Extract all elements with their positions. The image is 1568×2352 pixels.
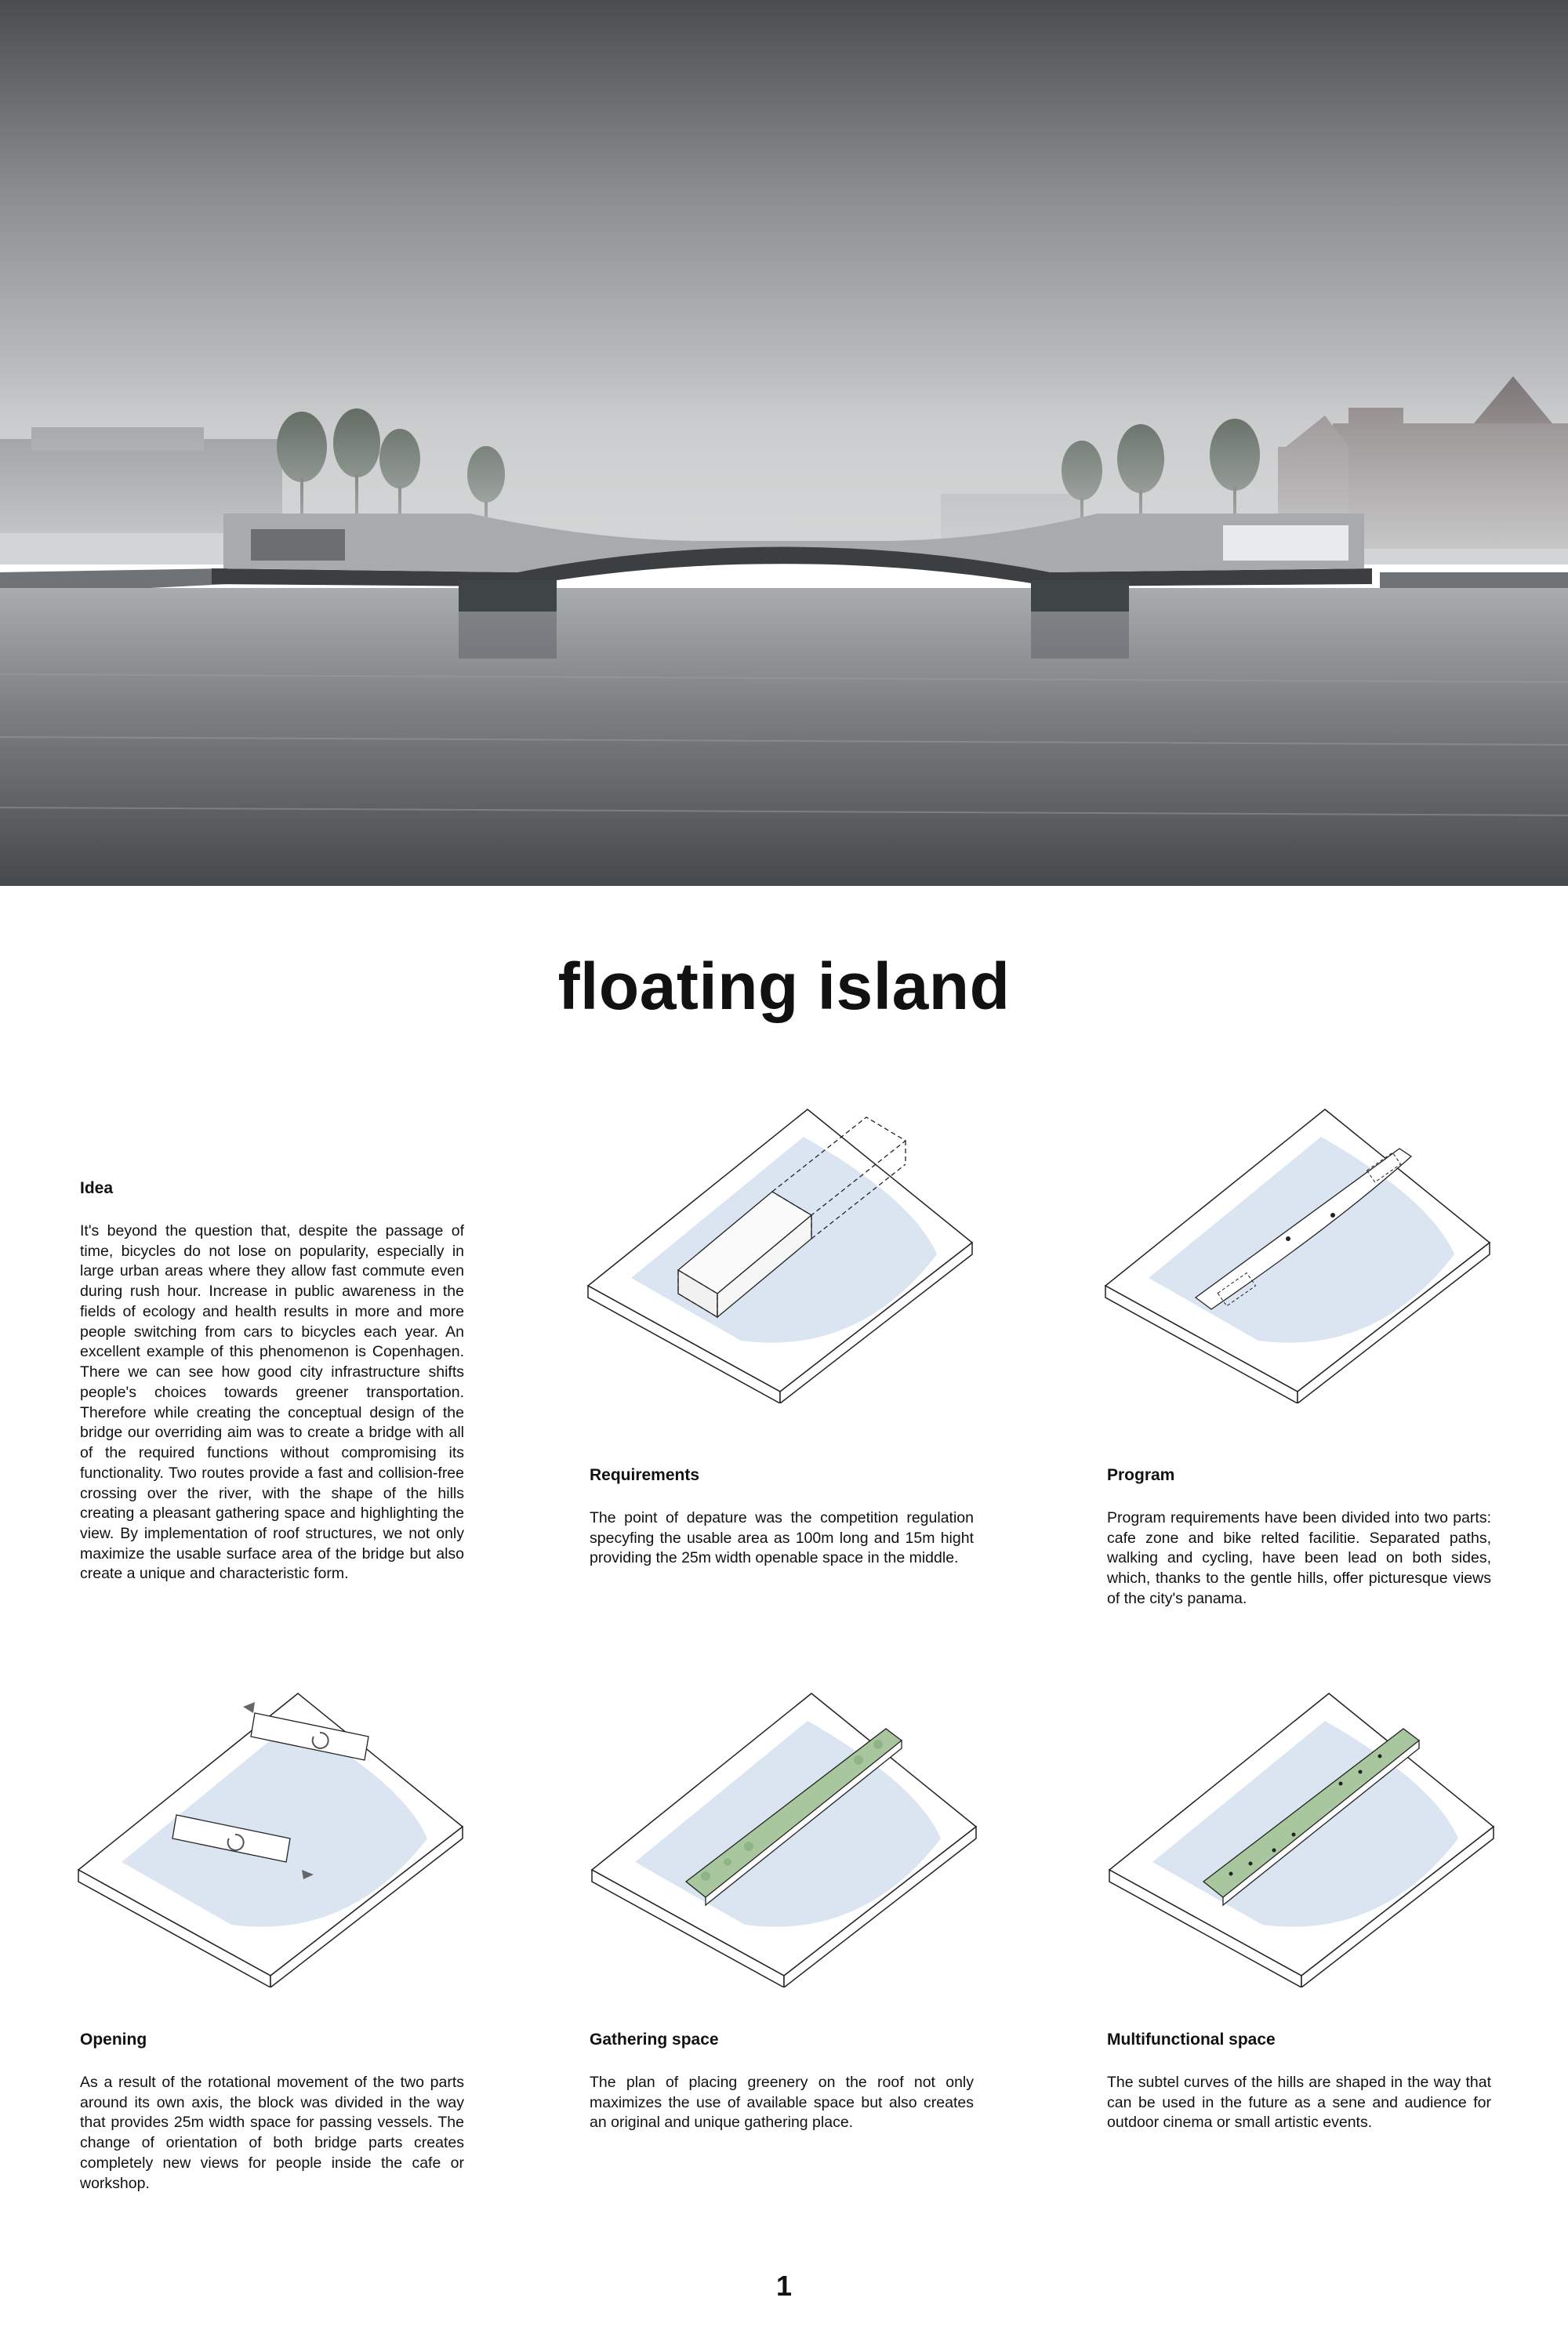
- program-section: [1107, 1466, 1491, 1610]
- opening-heading: Opening: [80, 2031, 147, 2049]
- opening-section: [80, 2031, 464, 2194]
- multifunctional-section: [1107, 2031, 1491, 2133]
- opening-diagram: [74, 1690, 466, 1991]
- idea-heading: Idea: [80, 1179, 114, 1197]
- multifunctional-body: The subtel curves of the hills are shaped in the way that can be used in the future as a sene and audience for outdoor cinema or small artistic events.: [1107, 2074, 1491, 2132]
- requirements-diagram: [584, 1105, 976, 1407]
- gathering-heading: Gathering space: [590, 2031, 719, 2049]
- requirements-section: [590, 1466, 974, 1569]
- idea-body: It's beyond the question that, despite the passage of time, bicycles do not lose on popularity, especially in large urban areas where they allow fast commute even during rush hour. Increase in public awareness in the fields of ecology and health results in more and more people switching from cars to bicycles each year. An excellent example of this phenomenon is Copenhagen. There we can see how good city infrastructure shifts people's choices towards greener transportation. Therefore while creating the conceptual design of the bridge our overriding aim was to create a bridge with all of the required functions without compromising its functionality. Two routes provide a fast and collision-free crossing over the river, with the shape of the hills creating a pleasant gathering space and highlighting the view. By implementation of roof structures, we not only maximize the usable surface area of the bridge but also create a unique and characteristic form.: [80, 1222, 464, 1583]
- program-heading: Program: [1107, 1466, 1175, 1484]
- gathering-body: The plan of placing greenery on the roof not only maximizes the use of available space but also creates an original and unique gathering place.: [590, 2074, 974, 2132]
- idea-section: [80, 1179, 464, 1584]
- bridge-rendering-image: [0, 0, 1568, 886]
- gathering-diagram: [588, 1690, 980, 1991]
- opening-body: As a result of the rotational movement of the two parts around its own axis, the block was divided in the way that provides 25m width space for passing vessels. The change of orientation of both bridge parts creates completely new views for people inside the cafe or workshop.: [80, 2074, 464, 2192]
- page-title: floating island: [557, 949, 1011, 1023]
- program-diagram: [1102, 1105, 1494, 1407]
- multifunctional-diagram: [1105, 1690, 1497, 1991]
- multifunctional-heading: Multifunctional space: [1107, 2031, 1276, 2049]
- program-body: Program requirements have been divided into two parts: cafe zone and bike relted facilitie. Separated paths, walking and cycling, have been lead on both sides, which, thanks to the gentle hills, offer picturesque views of the city's panama.: [1107, 1509, 1491, 1607]
- requirements-heading: Requirements: [590, 1466, 700, 1484]
- gathering-section: [590, 2031, 974, 2133]
- requirements-body: The point of depature was the competition regulation specyfing the usable area as 100m long and 15m hight providing the 25m width openable space in the middle.: [590, 1509, 974, 1567]
- hero-rendering: [0, 0, 1568, 886]
- page-number: 1: [775, 2270, 793, 2302]
